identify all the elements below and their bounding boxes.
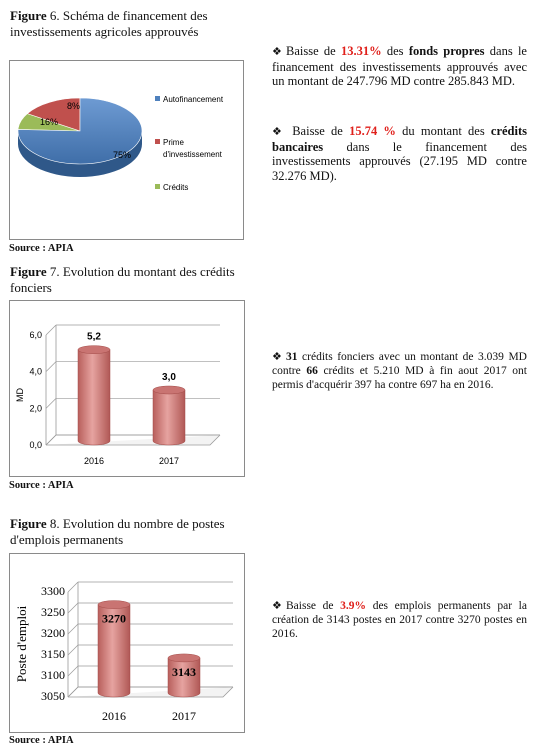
y-tick-label: 3100 [41,668,65,682]
figure-label: Figure [10,516,47,531]
legend-swatch-prime [155,139,160,144]
gridline-diag [46,362,56,372]
x-tick-label: 2016 [102,709,126,723]
legend-swatch-credits [155,184,160,189]
figure-7-caption [10,264,250,296]
gridline-diag [68,624,78,634]
plot-floor [46,435,220,445]
figure-number: 8 [46,516,57,531]
gridline-diag [46,325,56,335]
gridline-diag [68,645,78,655]
y-tick-label: 3250 [41,605,65,619]
pie-chart [10,61,243,239]
bar-chart [10,301,244,476]
figure-number: 6 [46,8,57,23]
bar-value-label: 3,0 [162,372,176,383]
figure-title: . Evolution du nombre de postes d'emplois permanents [10,516,225,547]
bar-top-2017 [168,654,200,662]
figure-label: Figure [10,264,47,279]
legend-label-autofinancement: Autofinancement [163,95,224,104]
y-tick-label: 3300 [41,584,65,598]
figure-6-caption [10,8,260,40]
diamond-bullet-icon: ❖ [272,126,282,138]
y-tick-label: 3200 [41,626,65,640]
diamond-bullet-icon: ❖ [272,46,282,58]
y-tick-label: 3150 [41,647,65,661]
gridline-diag [68,687,78,697]
y-tick-label: 3050 [41,689,65,703]
y-tick-label: 4,0 [29,366,42,377]
y-axis-label: MD [15,388,25,402]
figure-8-source: Source : APIA [9,735,74,746]
y-axis-label: Poste d'emploi [14,605,29,683]
plot-floor [68,687,233,697]
pie-value-label: 16% [40,117,59,127]
diamond-bullet-icon: ❖ [272,600,282,612]
figure-6-source: Source : APIA [9,243,74,254]
bar-value-label: 3270 [102,611,126,626]
bar-top-2016 [78,346,110,354]
bar-value-label: 5,2 [87,331,101,343]
diamond-bullet-icon: ❖ [272,351,282,363]
legend-label-credits: Crédits [163,183,189,192]
figure-7-chart [9,300,245,477]
gridline-diag [68,582,78,592]
pie-value-label: 8% [67,101,81,111]
bar-value-label: 3143 [172,664,196,679]
y-tick-label: 6,0 [29,330,42,340]
bar-chart [10,554,244,732]
legend-label-prime: Prime [163,138,184,147]
figure-title: . Evolution du montant des crédits fonciers [10,264,235,295]
bar-top-2017 [153,386,185,394]
gridline-diag [46,398,56,408]
legend-label-prime-2: d'investissement [163,150,222,159]
x-tick-label: 2016 [83,456,105,466]
bar-top-2016 [98,601,130,609]
pie-value-label: 75% [113,150,132,160]
pie-plot [18,98,142,177]
y-tick-label: 2,0 [29,403,42,414]
gridline-diag [68,666,78,676]
bar-2016 [78,350,110,445]
bullet-fonds-propres: ❖ Baisse de 13.31% des fonds propres dans le financement des investissements approuvés avec un montant de 247.796 MD contre 285.843 MD. [272,44,527,88]
x-tick-label: 2017 [172,709,196,723]
percentage-value: 3.9% [340,600,367,612]
percentage-value: 13.31% [340,44,382,58]
gridline-diag [68,603,78,613]
bar-2017 [153,390,185,445]
bullet-emplois: ❖ Baisse de 3.9% des emplois permanents par la création de 3143 postes en 2017 contre 3270 postes en 2016. [272,600,527,640]
gridline-diag [46,435,56,445]
figure-7-source: Source : APIA [9,480,74,491]
figure-title: . Schéma de financement des investissements agricoles approuvés [10,8,208,39]
legend-swatch-autofinancement [155,96,160,101]
bullet-credits-bancaires: ❖ Baisse de 15.74 % du montant des crédits bancaires dans le financement des investissements approuvés (27.195 MD contre 32.276 MD). [272,124,528,183]
y-tick-label: 0,0 [29,440,42,450]
percentage-value: 15.74 % [349,124,396,138]
bullet-credits-fonciers: ❖ 31 crédits fonciers avec un montant de 3.039 MD contre 66 crédits et 5.210 MD à fin aout 2017 ont permis d'acquérir 397 ha contre 697 ha en 2016. [272,351,528,391]
figure-8-caption [10,516,250,548]
figure-number: 7 [46,264,57,279]
figure-6-chart [9,60,244,240]
figure-8-chart [9,553,245,733]
figure-label: Figure [10,8,47,23]
x-tick-label: 2017 [158,456,180,466]
